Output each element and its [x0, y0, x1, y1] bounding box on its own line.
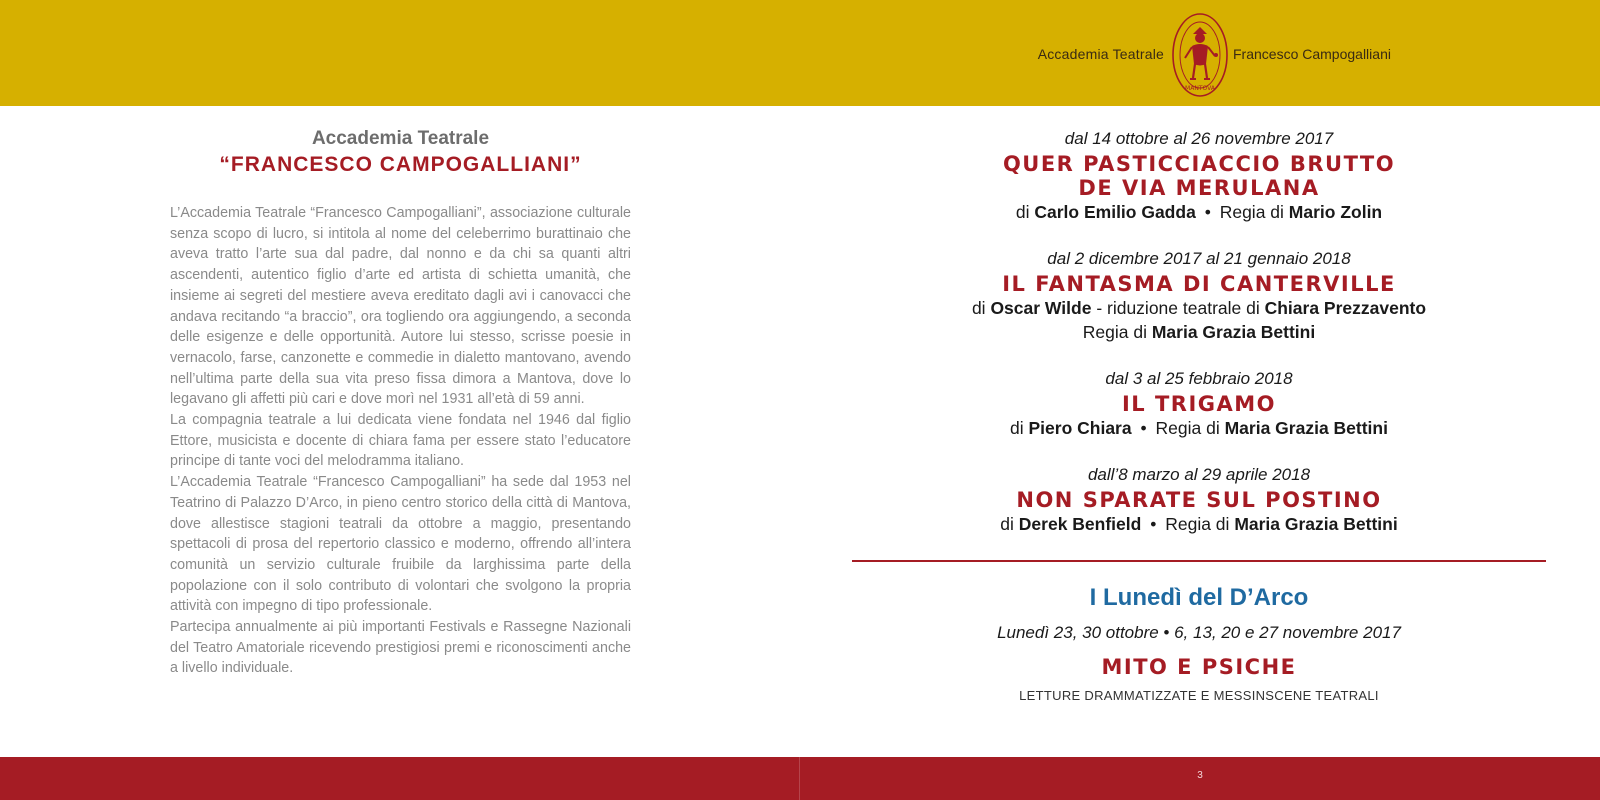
- header-bar: [0, 0, 1600, 106]
- event-title-line: DE VIA MERULANA: [1078, 176, 1320, 200]
- credit-separator: •: [1150, 514, 1157, 534]
- event-director: Maria Grazia Bettini: [1234, 514, 1398, 534]
- event-credits: [852, 417, 1546, 440]
- event-2: [852, 248, 1546, 344]
- event-director: Mario Zolin: [1288, 202, 1383, 222]
- about-paragraph: Partecipa annualmente ai più importanti Festivals e Rassegne Nazionali del Teatro Amatoriale ricevendo prestigiosi premi e riconoscimenti anche a livello individuale.: [170, 619, 631, 677]
- event-credits: [852, 513, 1546, 536]
- about-paragraph: L’Accademia Teatrale “Francesco Campogalliani”, associazione culturale senza scopo di lucro, si intitola al nome del celeberrimo burattinaio che aveva tratto l’arte sua dal padre, dal nonno e da chi sa quanti altri ascendenti, autentico figlio d’arte ed artista di schietta umanità, che insieme ai segreti del mestiere aveva ereditato dagli avi i canovacci che andava recitando “a braccio”, ora togliendo ora aggiungendo, a seconda delle esigenze e delle opportunità. Autore lui stesso, scrisse poesie in vernacolo, farse, canzonette e commedie in dialetto mantovano, avendo nell’ultima parte della sua vita preso fissa dimora a Mantova, dove lo legavano gli affetti più cari e dove morì nel 1931 all’età di 59 anni.: [170, 205, 631, 408]
- event-title-line: QUER PASTICCIACCIO BRUTTO: [1002, 152, 1396, 176]
- about-paragraph: L’Accademia Teatrale “Francesco Campogalliani” ha sede dal 1953 nel Teatrino di Palazzo D’Arco, in pieno centro storico della città di Mantova, dove allestisce stagioni teatrali da ottobre a maggio, presentando spettacoli di prosa del repertorio classico e moderno, offrendo all’intera comunità un servizio culturale fruibile da larghissima parte della popolazione con il solo contributo di volontari che svolgono la propria attività con impegno di tipo professionale.: [170, 474, 631, 615]
- event-date: dal 14 ottobre al 26 novembre 2017: [1064, 129, 1334, 148]
- event-adapter: Chiara Prezzavento: [1264, 298, 1427, 318]
- mondays-show-subtitle: LETTURE DRAMMATIZZATE E MESSINSCENE TEATRALI: [1019, 688, 1379, 703]
- section-divider: [852, 560, 1546, 562]
- page-number: 3: [1197, 770, 1203, 781]
- credit-label: di: [971, 298, 986, 318]
- event-date: dall’8 marzo al 29 aprile 2018: [1087, 465, 1311, 484]
- credit-label: Regia di: [1165, 514, 1230, 534]
- event-author: Piero Chiara: [1028, 418, 1132, 438]
- event-credits: [852, 297, 1546, 320]
- footer-bar: [0, 757, 1600, 800]
- credit-label: di: [1015, 202, 1030, 222]
- brand-name-left: Accademia Teatrale: [1037, 46, 1164, 62]
- about-title: “FRANCESCO CAMPOGALLIANI”: [219, 153, 582, 176]
- event-author: Carlo Emilio Gadda: [1034, 202, 1196, 222]
- credit-label: di: [1000, 514, 1014, 534]
- mondays-show-title: MITO E PSICHE: [1101, 655, 1297, 679]
- event-4: [852, 464, 1546, 536]
- event-credits: [852, 201, 1546, 224]
- mondays-section: [852, 584, 1546, 703]
- about-body: [170, 203, 631, 679]
- event-title: IL FANTASMA DI CANTERVILLE: [1002, 272, 1396, 296]
- event-date: dal 3 al 25 febbraio 2018: [1105, 369, 1293, 388]
- credit-separator: •: [1204, 202, 1211, 222]
- event-author: Derek Benfield: [1018, 514, 1142, 534]
- credit-label: Regia di: [1082, 322, 1147, 342]
- event-director: Maria Grazia Bettini: [1151, 322, 1316, 342]
- event-date: dal 2 dicembre 2017 al 21 gennaio 2018: [1047, 249, 1351, 268]
- event-1: [852, 128, 1546, 224]
- mondays-title: I Lunedì del D’Arco: [1089, 584, 1309, 611]
- page-fold-divider: [799, 757, 800, 800]
- seal-city-text: MANTOVA: [1185, 85, 1215, 92]
- event-title: IL TRIGAMO: [1121, 392, 1277, 416]
- credit-label: - riduzione teatrale di: [1096, 298, 1260, 318]
- credit-label: di: [1010, 418, 1024, 438]
- event-title: NON SPARATE SUL POSTINO: [1016, 488, 1382, 512]
- event-title: [852, 152, 1546, 200]
- event-director: Maria Grazia Bettini: [1224, 418, 1388, 438]
- about-section: [170, 128, 631, 679]
- mondays-dates: Lunedì 23, 30 ottobre • 6, 13, 20 e 27 novembre 2017: [997, 623, 1401, 642]
- event-3: [852, 368, 1546, 440]
- credit-label: Regia di: [1155, 418, 1220, 438]
- about-subtitle: Accademia Teatrale: [311, 128, 490, 149]
- season-program: [852, 128, 1546, 703]
- credit-label: Regia di: [1219, 202, 1284, 222]
- event-author: Oscar Wilde: [990, 298, 1092, 318]
- brand-name-right: Francesco Campogalliani: [1233, 46, 1391, 62]
- event-credits: [852, 321, 1546, 344]
- credit-separator: •: [1140, 418, 1147, 438]
- about-paragraph: La compagnia teatrale a lui dedicata viene fondata nel 1946 dal figlio Ettore, musicista e docente di chiara fama per essere stato l’educatore principe di tante voci del melodramma italiano.: [170, 412, 631, 470]
- theatre-seal-icon: [1171, 12, 1229, 98]
